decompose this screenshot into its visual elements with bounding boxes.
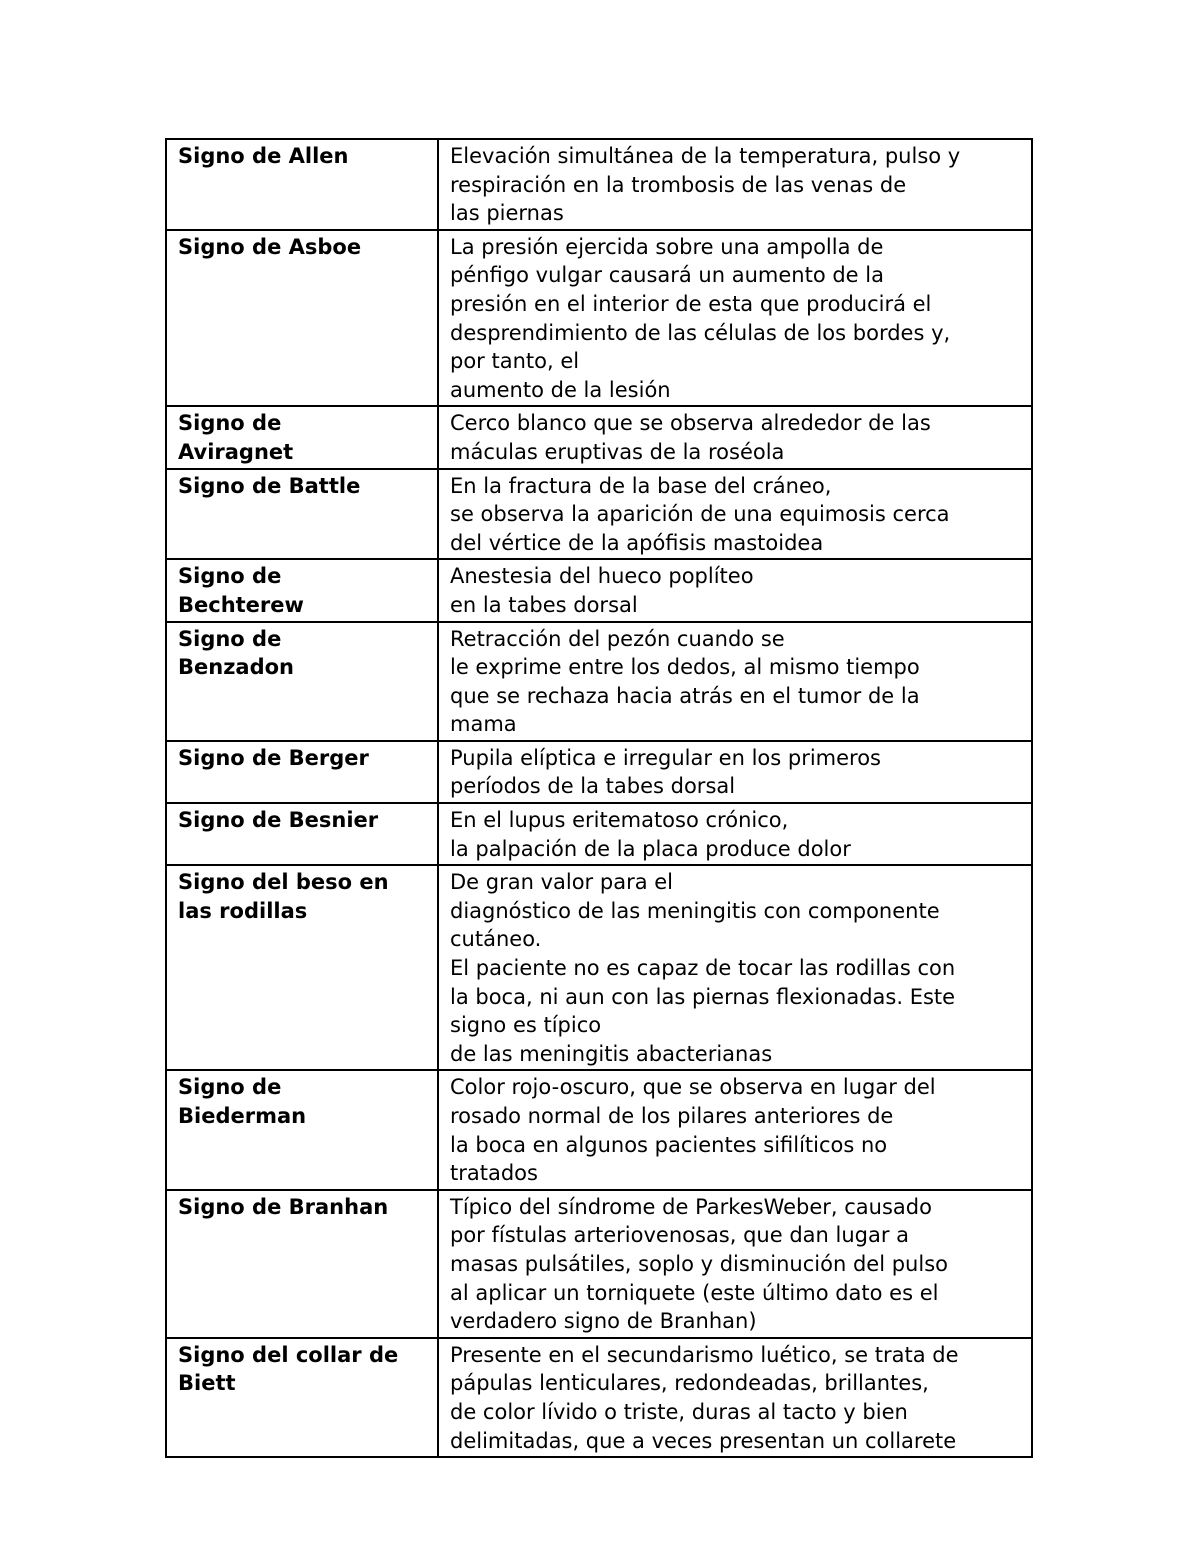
sign-name: Signo del collar de Biett <box>166 1338 438 1457</box>
sign-description: En el lupus eritematoso crónico, la palpación de la placa produce dolor <box>438 803 1032 865</box>
sign-description: En la fractura de la base del cráneo, se observa la aparición de una equimosis cerca del vértice de la apófisis mastoidea <box>438 469 1032 560</box>
table-row <box>166 865 1032 1070</box>
sign-description: De gran valor para el diagnóstico de las meningitis con componente cutáneo. El paciente no es capaz de tocar las rodillas con la boca, ni aun con las piernas flexionadas. Este signo es típico de las meningitis abacterianas <box>438 865 1032 1070</box>
table-row <box>166 469 1032 560</box>
table-row <box>166 139 1032 230</box>
table-row <box>166 230 1032 407</box>
sign-name: Signo de Biederman <box>166 1070 438 1189</box>
sign-description: Anestesia del hueco poplíteo en la tabes dorsal <box>438 559 1032 621</box>
sign-name: Signo de Battle <box>166 469 438 560</box>
sign-description: Cerco blanco que se observa alrededor de las máculas eruptivas de la roséola <box>438 406 1032 468</box>
sign-name: Signo de Allen <box>166 139 438 230</box>
sign-description: Elevación simultánea de la temperatura, pulso y respiración en la trombosis de las venas de las piernas <box>438 139 1032 230</box>
table-row <box>166 622 1032 741</box>
sign-name: Signo de Bechterew <box>166 559 438 621</box>
sign-name: Signo de Asboe <box>166 230 438 407</box>
sign-description: Color rojo-oscuro, que se observa en lugar del rosado normal de los pilares anteriores de la boca en algunos pacientes sifilíticos no tratados <box>438 1070 1032 1189</box>
table-row <box>166 1190 1032 1338</box>
sign-description: Típico del síndrome de ParkesWeber, causado por fístulas arteriovenosas, que dan lugar a masas pulsátiles, soplo y disminución del pulso al aplicar un torniquete (este último dato es el verdadero signo de Branhan) <box>438 1190 1032 1338</box>
sign-description: La presión ejercida sobre una ampolla de pénfigo vulgar causará un aumento de la presión en el interior de esta que producirá el desprendimiento de las células de los bordes y, por tanto, el aumento de la lesión <box>438 230 1032 407</box>
sign-name: Signo del beso en las rodillas <box>166 865 438 1070</box>
table-row <box>166 741 1032 803</box>
sign-name: Signo de Branhan <box>166 1190 438 1338</box>
table-row <box>166 406 1032 468</box>
sign-description: Pupila elíptica e irregular en los primeros períodos de la tabes dorsal <box>438 741 1032 803</box>
table-row <box>166 1070 1032 1189</box>
signs-table-body <box>166 139 1032 1457</box>
table-row <box>166 559 1032 621</box>
sign-description: Presente en el secundarismo luético, se trata de pápulas lenticulares, redondeadas, brillantes, de color lívido o triste, duras al tacto y bien delimitadas, que a veces presentan un collarete <box>438 1338 1032 1457</box>
table-row <box>166 1338 1032 1457</box>
sign-description: Retracción del pezón cuando se le exprime entre los dedos, al mismo tiempo que se rechaza hacia atrás en el tumor de la mama <box>438 622 1032 741</box>
sign-name: Signo de Aviragnet <box>166 406 438 468</box>
sign-name: Signo de Besnier <box>166 803 438 865</box>
table-row <box>166 803 1032 865</box>
sign-name: Signo de Berger <box>166 741 438 803</box>
sign-name: Signo de Benzadon <box>166 622 438 741</box>
signs-table <box>165 138 1033 1458</box>
